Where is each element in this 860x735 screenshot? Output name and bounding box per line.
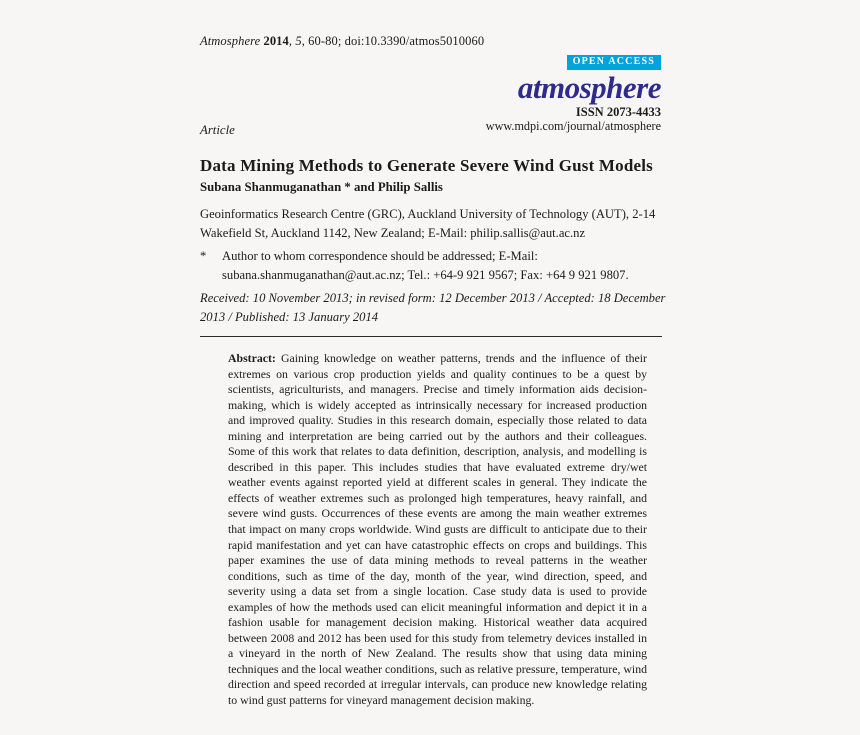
correspondence-text: Author to whom correspondence should be addressed; E-Mail: subana.shanmuganathan@aut.ac.nz; Tel.: +64-9 921 9567; Fax: +64 9 921 9807. [222, 249, 629, 282]
affiliation: Geoinformatics Research Centre (GRC), Auckland University of Technology (AUT), 2-14 Wakefield St, Auckland 1142, New Zealand; E-Mail: philip.sallis@aut.ac.nz [200, 207, 656, 240]
open-access-badge: OPEN ACCESS [567, 55, 661, 70]
publication-history: Received: 10 November 2013; in revised form: 12 December 2013 / Accepted: 18 December 2013 / Published: 13 January 2014 [200, 291, 666, 324]
journal-logo: atmosphere [517, 70, 661, 105]
article-type-label: Article [200, 123, 235, 137]
journal-website-url: www.mdpi.com/journal/atmosphere [485, 119, 661, 133]
journal-branding [486, 51, 661, 133]
journal-citation: Atmosphere 2014, 5, 60-80; doi:10.3390/atmos5010060 [200, 34, 485, 48]
correspondence-note [200, 247, 662, 284]
issn-number: ISSN 2073-4433 [575, 105, 661, 119]
abstract [228, 351, 647, 709]
author-names: Subana Shanmuganathan * and Philip Sallis [200, 180, 443, 194]
paper-title: Data Mining Methods to Generate Severe Wind Gust Models [200, 156, 653, 176]
abstract-label: Abstract: [228, 351, 276, 365]
abstract-text: Gaining knowledge on weather patterns, trends and the influence of their extremes on various crop production yields and quality continues to be a quest by scientists, agriculturists, and managers. Precise and timely information aids decision-making, which is widely accepted as intrinsically necessary for increased production and improved quality. Studies in this research domain, especially those related to data mining and interpretation are being carried out by the authors and their colleagues. Some of this work that relates to data definition, description, analysis, and modelling is described in this paper. This includes studies that have evaluated extreme dry/wet weather events against reported yield at different scales in general. They indicate the effects of weather extremes such as prolonged high temperatures, heavy rainfall, and severe wind gusts. Occurrences of these events are among the main weather extremes that impact on many crops worldwide. Wind gusts are difficult to anticipate due to their rapid manifestation and yet can have catastrophic effects on crops and buildings. This paper examines the use of data mining methods to reveal patterns in the weather conditions, such as time of the day, month of the year, wind direction, speed, and severity using a data set from a single location. Case study data is used to provide examples of how the methods used can elicit meaningful information and depict it in a fashion usable for management decision making. Historical weather data acquired between 2008 and 2012 has been used for this study from telemetry devices installed in a vineyard in the north of New Zealand. The results show that using data mining techniques and the local weather conditions, such as relative pressure, temperature, wind direction and speed recorded at irregular intervals, can produce new knowledge relating to wind gust patterns for vineyard management decision making. [228, 351, 647, 708]
section-divider [200, 336, 662, 337]
correspondence-marker: * [200, 249, 207, 263]
